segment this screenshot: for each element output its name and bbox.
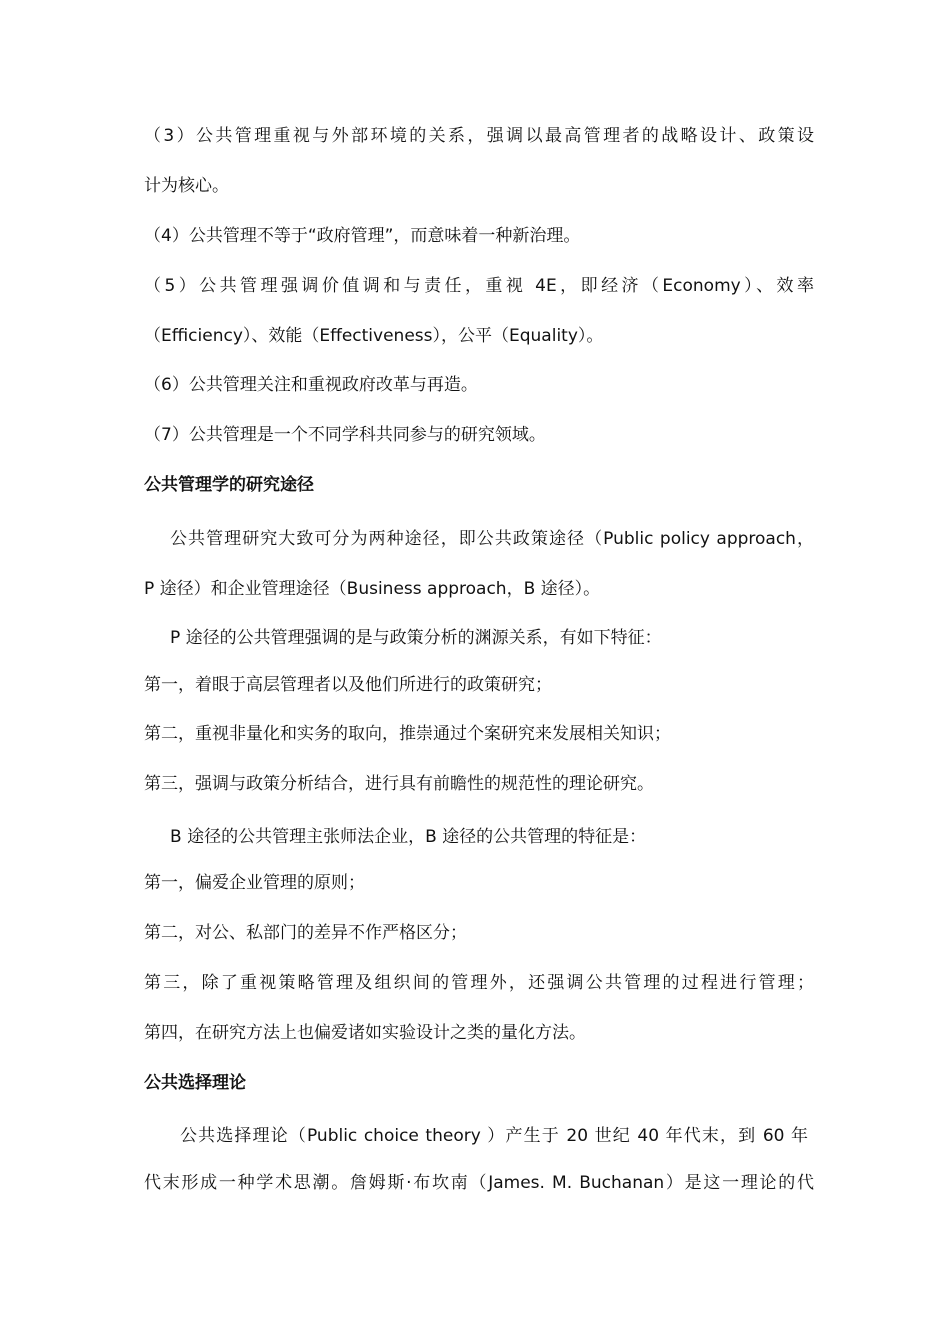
section-heading: 公共选择理论 [144, 1073, 246, 1093]
list-item: 第二，对公、私部门的差异不作严格区分； [144, 923, 467, 943]
paragraph-line: （5）公共管理强调价值调和与责任，重视 4E，即经济（Economy）、效率 [144, 276, 814, 296]
list-item: 第三，除了重视策略管理及组织间的管理外，还强调公共管理的过程进行管理； [144, 973, 814, 993]
section-heading: 公共管理学的研究途径 [144, 475, 314, 495]
paragraph-line: （7）公共管理是一个不同学科共同参与的研究领域。 [144, 425, 546, 445]
paragraph-line: 公共选择理论（Public choice theory ）产生于 20 世纪 40 年代末，到 60 年 [180, 1126, 808, 1146]
list-item: 第一，着眼于高层管理者以及他们所进行的政策研究； [144, 675, 552, 695]
paragraph-line: 公共管理研究大致可分为两种途径，即公共政策途径（Public policy approach， [170, 529, 814, 549]
paragraph-line: （3）公共管理重视与外部环境的关系，强调以最高管理者的战略设计、政策设 [144, 126, 814, 146]
list-item: 第三，强调与政策分析结合，进行具有前瞻性的规范性的理论研究。 [144, 774, 654, 794]
paragraph-line: （4）公共管理不等于“政府管理”，而意味着一种新治理。 [144, 226, 581, 246]
paragraph-line: P 途径的公共管理强调的是与政策分析的渊源关系，有如下特征： [170, 628, 662, 648]
paragraph-line: B 途径的公共管理主张师法企业，B 途径的公共管理的特征是： [170, 827, 647, 847]
list-item: 第二，重视非量化和实务的取向，推崇通过个案研究来发展相关知识； [144, 724, 671, 744]
paragraph-line: 计为核心。 [144, 176, 229, 196]
list-item: 第四，在研究方法上也偏爱诸如实验设计之类的量化方法。 [144, 1023, 586, 1043]
list-item: 第一，偏爱企业管理的原则； [144, 873, 365, 893]
paragraph-line: （6）公共管理关注和重视政府改革与再造。 [144, 375, 478, 395]
paragraph-line: P 途径）和企业管理途径（Business approach，B 途径）。 [144, 579, 601, 599]
paragraph-line: （Efficiency）、效能（Effectiveness），公平（Equality）。 [144, 326, 604, 346]
paragraph-line: 代末形成一种学术思潮。詹姆斯·布坎南（James. M. Buchanan）是这一理论的代 [144, 1173, 814, 1193]
